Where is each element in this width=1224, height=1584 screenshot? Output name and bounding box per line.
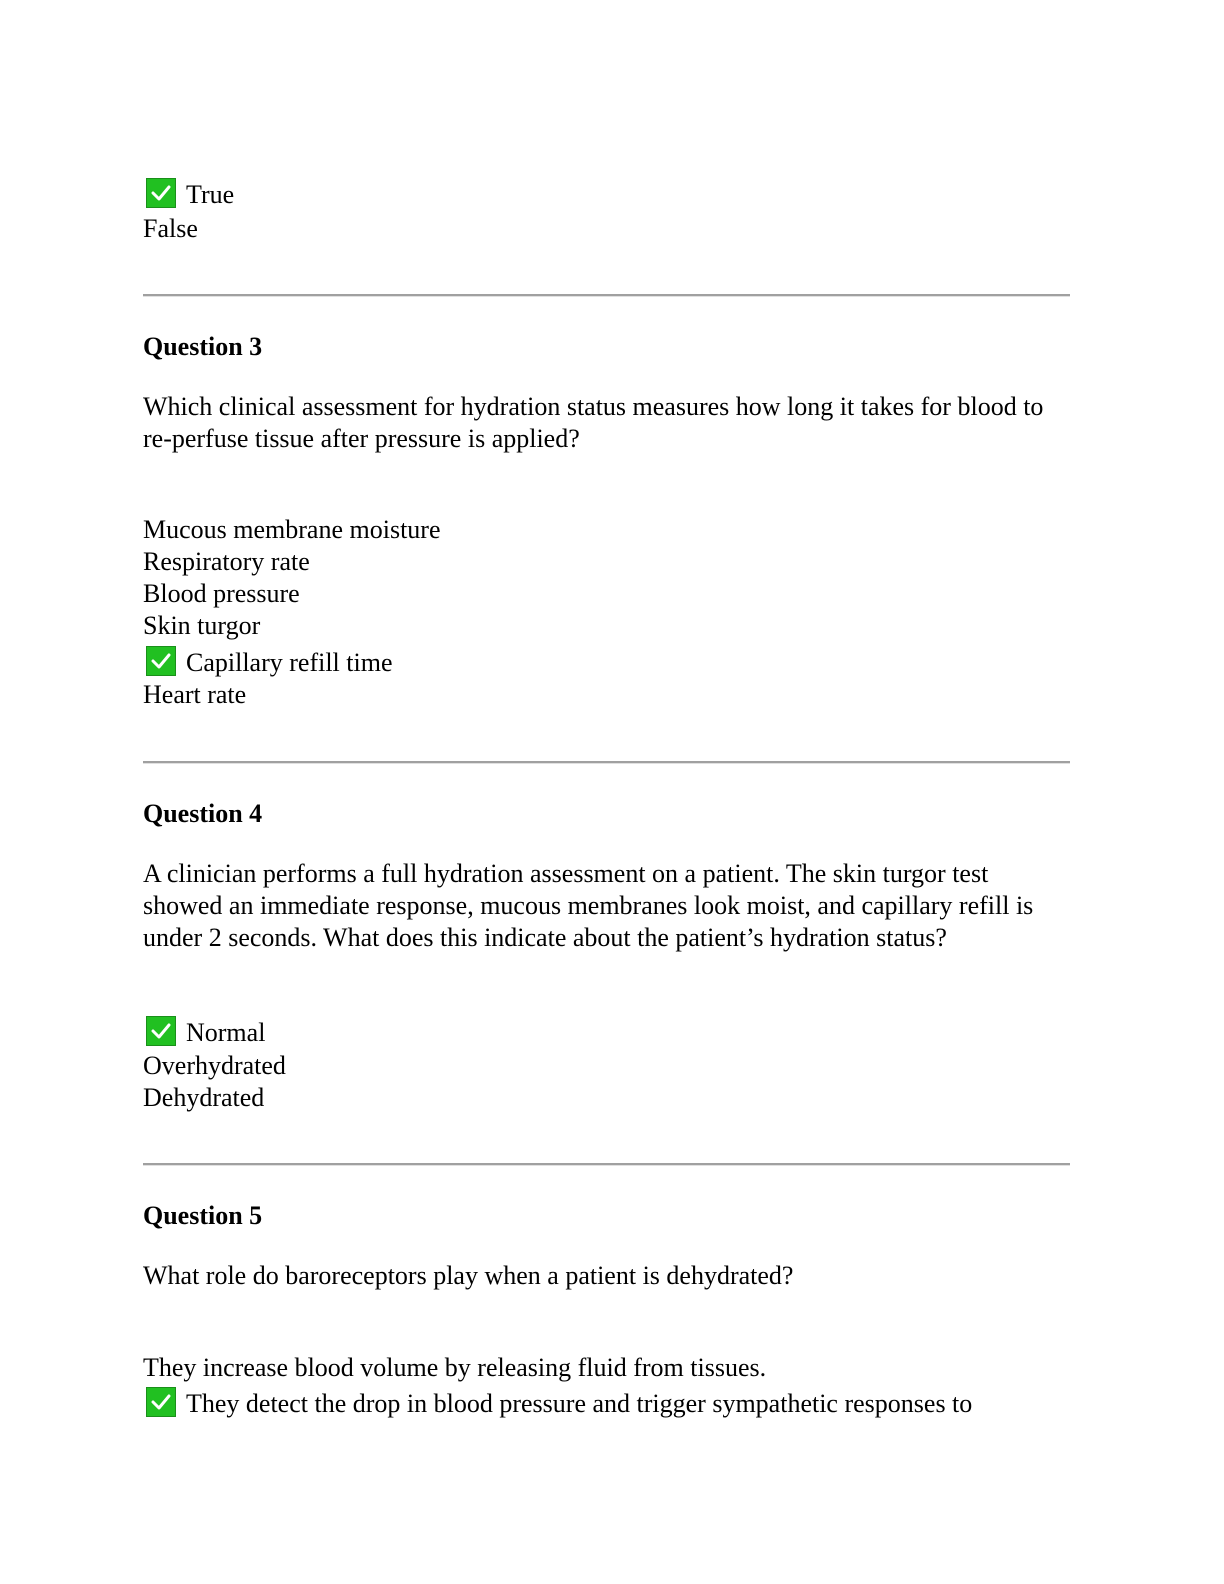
answer-option: Overhydrated — [143, 1051, 286, 1080]
answer-option-correct — [143, 646, 393, 679]
answer-option: Dehydrated — [143, 1083, 265, 1112]
question-divider — [143, 761, 1070, 764]
answer-label: They detect the drop in blood pressure and trigger sympathetic responses to — [186, 1389, 973, 1418]
answer-option: Mucous membrane moisture — [143, 515, 441, 544]
check-icon — [146, 1016, 176, 1046]
question-title: Question 4 — [143, 799, 263, 828]
question-text: A clinician performs a full hydration assessment on a patient. The skin turgor test showed an immediate response, mucous membranes look moist, and capillary refill is under 2 seconds. What does this indicate about the patient’s hydration status? — [143, 859, 1034, 952]
answer-option-correct — [143, 1016, 265, 1049]
answer-option-correct — [143, 1387, 972, 1420]
answer-option: Skin turgor — [143, 611, 261, 640]
check-icon — [146, 178, 176, 208]
answer-option: Respiratory rate — [143, 547, 310, 576]
answer-label: Normal — [186, 1018, 266, 1047]
question-divider — [143, 294, 1070, 297]
answer-option: False — [143, 214, 198, 243]
check-icon — [146, 646, 176, 676]
answer-label: True — [186, 180, 235, 209]
answer-option: They increase blood volume by releasing fluid from tissues. — [143, 1353, 767, 1382]
question-divider — [143, 1163, 1070, 1166]
answer-option: Heart rate — [143, 680, 247, 709]
answer-label: Capillary refill time — [186, 648, 393, 677]
question-text: Which clinical assessment for hydration status measures how long it takes for blood to re-perfuse tissue after pressure is applied? — [143, 392, 1044, 453]
answer-option: Blood pressure — [143, 579, 300, 608]
answer-option-correct — [143, 178, 234, 211]
question-text: What role do baroreceptors play when a patient is dehydrated? — [143, 1261, 794, 1290]
question-title: Question 3 — [143, 332, 263, 361]
check-icon — [146, 1387, 176, 1417]
question-title: Question 5 — [143, 1201, 263, 1230]
